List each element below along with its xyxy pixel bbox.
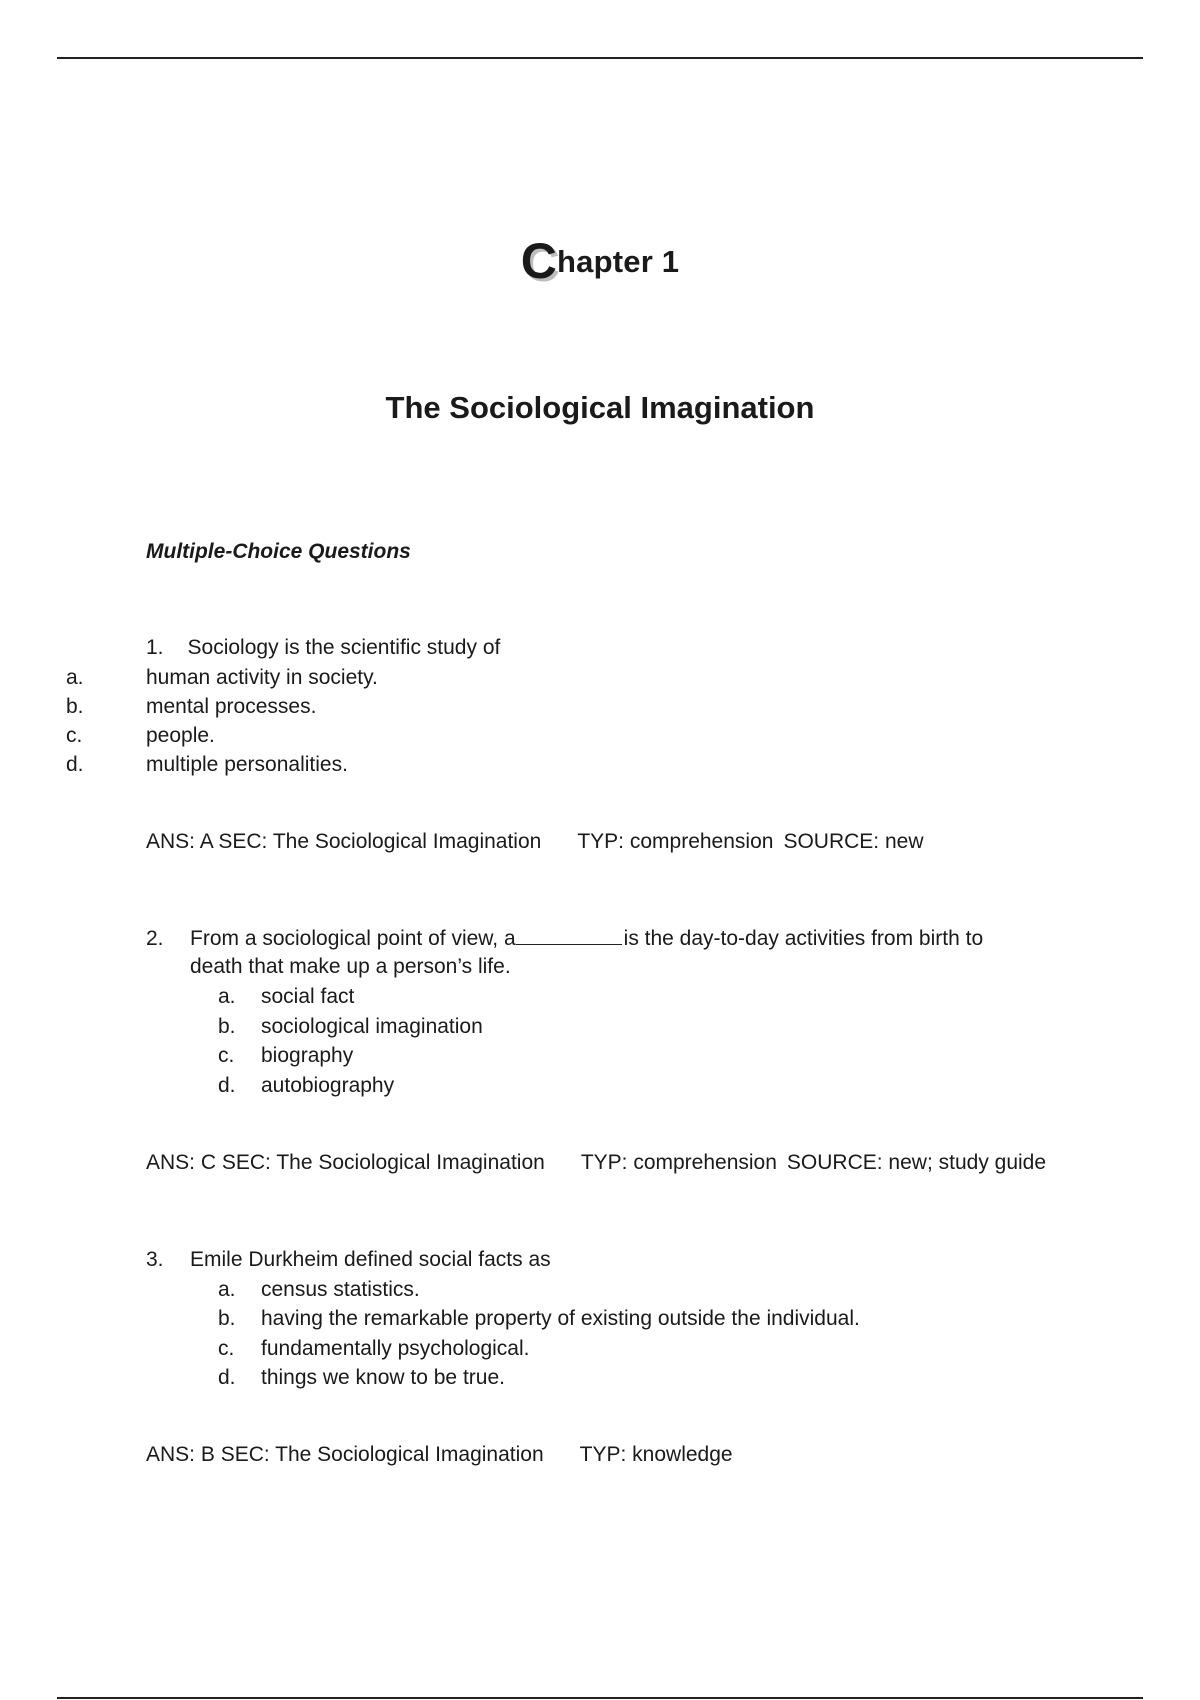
question-2-stem (146, 925, 984, 953)
answer-key: ANS: C SEC: The Sociological Imagination (146, 1151, 545, 1174)
option-letter: d. (218, 1074, 236, 1097)
option-text: things we know to be true. (261, 1366, 505, 1389)
bottom-rule (57, 1697, 1143, 1699)
question-3-number: 3. (146, 1248, 164, 1271)
question-3-answer-line (146, 1441, 733, 1469)
option-text: autobiography (261, 1074, 395, 1097)
option-letter: a. (66, 666, 84, 689)
option-text: people. (146, 724, 215, 747)
section-heading: Multiple-Choice Questions (146, 540, 411, 563)
question-3-text: Emile Durkheim defined social facts as (190, 1248, 551, 1271)
option-letter: d. (218, 1366, 236, 1389)
option-letter: c. (218, 1337, 235, 1360)
chapter-dropcap: C (520, 233, 558, 289)
question-1-number: 1. (146, 636, 164, 659)
option-text: fundamentally psychological. (261, 1337, 530, 1360)
question-2-answer-line (146, 1149, 1046, 1177)
option-letter: a. (218, 1278, 236, 1301)
question-2-stem-line2: death that make up a person’s life. (190, 955, 511, 978)
question-source: SOURCE: new (783, 830, 924, 853)
option-letter: c. (66, 724, 83, 747)
option-letter: d. (66, 753, 84, 776)
option-letter: b. (218, 1307, 236, 1330)
question-2-number: 2. (146, 927, 164, 950)
option-text: sociological imagination (261, 1015, 483, 1038)
question-1-stem (146, 634, 500, 662)
question-3-stem (146, 1246, 551, 1274)
chapter-title-text: hapter 1 (557, 244, 680, 279)
fill-in-blank (516, 926, 622, 945)
option-letter: b. (66, 695, 84, 718)
option-letter: a. (218, 985, 236, 1008)
question-1-answer-line (146, 828, 924, 856)
option-text: mental processes. (146, 695, 317, 718)
question-2-text-before: From a sociological point of view, a (190, 927, 516, 950)
option-text: biography (261, 1044, 354, 1067)
option-text: social fact (261, 985, 355, 1008)
chapter-subtitle: The Sociological Imagination (385, 390, 815, 425)
option-text: having the remarkable property of existing outside the individual. (261, 1307, 860, 1330)
option-text: census statistics. (261, 1278, 420, 1301)
question-1-text: Sociology is the scientific study of (187, 636, 501, 659)
question-type: TYP: comprehension (580, 1151, 777, 1174)
option-text: multiple personalities. (146, 753, 348, 776)
answer-key: ANS: B SEC: The Sociological Imagination (146, 1443, 544, 1466)
option-letter: c. (218, 1044, 235, 1067)
question-type: TYP: comprehension (577, 830, 774, 853)
answer-key: ANS: A SEC: The Sociological Imagination (146, 830, 542, 853)
question-2-text (190, 925, 983, 953)
top-rule (57, 57, 1143, 59)
question-type: TYP: knowledge (579, 1443, 733, 1466)
question-source: SOURCE: new; study guide (786, 1151, 1047, 1174)
question-2-text-after: is the day-to-day activities from birth to (623, 927, 984, 950)
chapter-title (0, 233, 1200, 289)
option-text: human activity in society. (146, 666, 378, 689)
option-letter: b. (218, 1015, 236, 1038)
